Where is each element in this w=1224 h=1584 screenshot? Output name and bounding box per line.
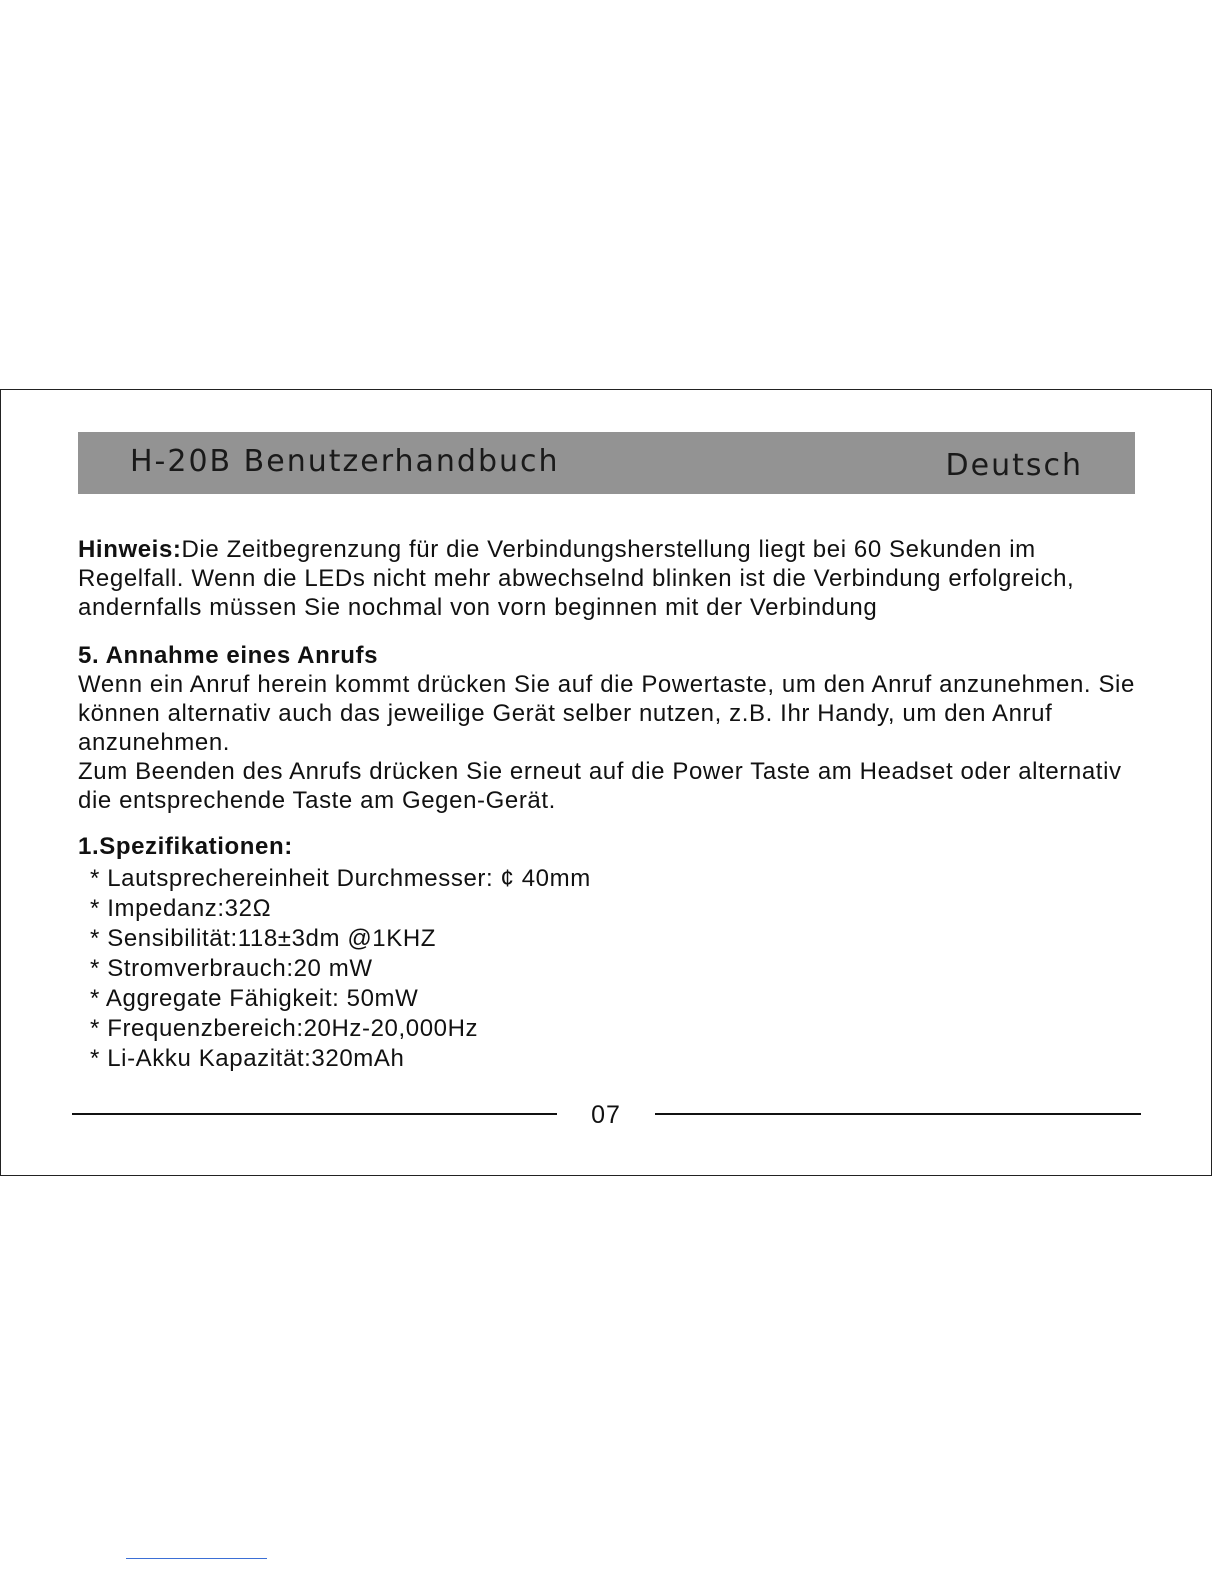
language-label: Deutsch — [945, 448, 1083, 483]
call-paragraph-end: Zum Beenden des Anrufs drücken Sie erneut auf die Power Taste am Headset oder alternativ die entsprechende Taste am Gegen-Gerät. — [78, 758, 1122, 814]
note-label: Hinweis: — [78, 536, 182, 563]
link-underline — [126, 1558, 267, 1559]
spec-item: * Aggregate Fähigkeit: 50mW — [90, 985, 419, 1012]
call-section-heading: 5. Annahme eines Anrufs — [78, 642, 379, 669]
footer-rule-right — [655, 1113, 1141, 1115]
spec-item: * Impedanz:32Ω — [90, 895, 272, 922]
spec-list — [78, 864, 1138, 1073]
page-number: 07 — [591, 1101, 621, 1129]
manual-content — [78, 535, 1138, 1074]
footer-rule-left — [72, 1113, 557, 1115]
specs-heading: 1.Spezifikationen: — [78, 833, 293, 860]
call-paragraph-answer: Wenn ein Anruf herein kommt drücken Sie auf die Powertaste, um den Anruf anzunehmen. Sie können alternativ auch das jeweilige Gerät selber nutzen, z.B. Ihr Handy, um den Anruf anzunehmen. — [78, 671, 1135, 756]
spec-item: * Li-Akku Kapazität:320mAh — [90, 1045, 405, 1072]
manual-title: H-20B Benutzerhandbuch — [130, 444, 560, 479]
spec-item: * Stromverbrauch:20 mW — [90, 955, 373, 982]
spec-item: * Lautsprechereinheit Durchmesser: ¢ 40mm — [90, 865, 591, 892]
spec-item: * Frequenzbereich:20Hz-20,000Hz — [90, 1015, 479, 1042]
header-bar — [78, 432, 1135, 494]
note-paragraph — [78, 535, 1138, 622]
note-text: Die Zeitbegrenzung für die Verbindungsherstellung liegt bei 60 Sekunden im Regelfall. Wenn die LEDs nicht mehr abwechselnd blinken ist die Verbindung erfolgreich, andernfalls müssen Sie nochmal von vorn beginnen mit der Verbindung — [78, 536, 1075, 621]
spec-item: * Sensibilität:118±3dm @1KHZ — [90, 925, 437, 952]
